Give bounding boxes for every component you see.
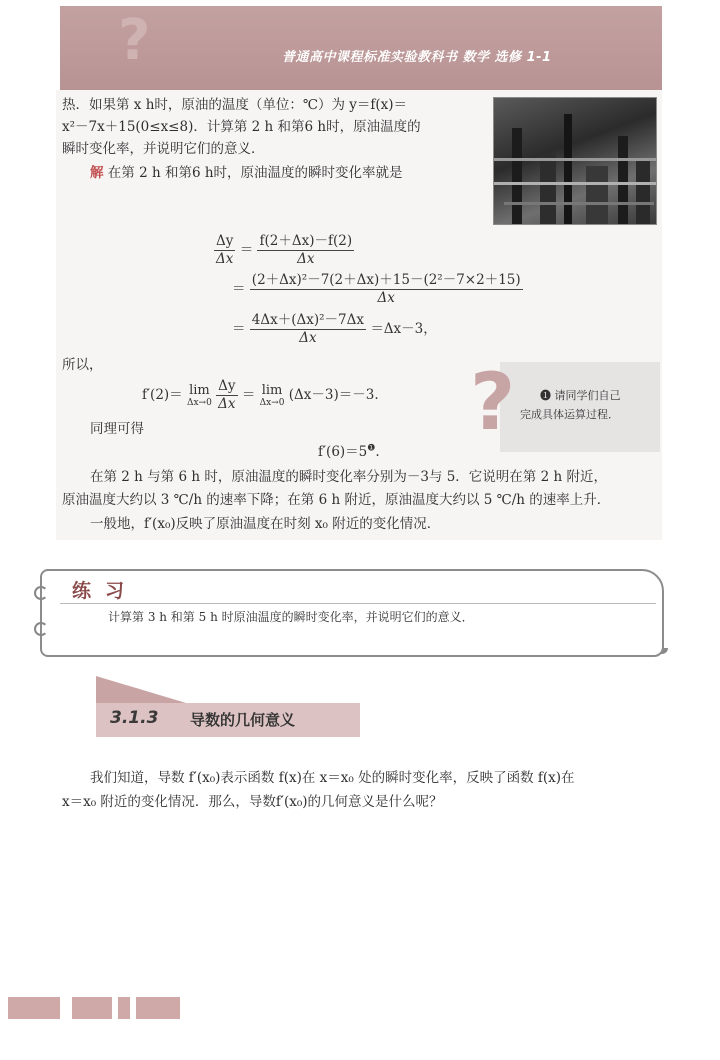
derivation-line-2: ＝ $\frac{\text{(2＋Δx)²－7(2＋Δx)＋15－(2²－7×2＋15)}}{\Delta x}$ <box>232 272 521 306</box>
footer-block <box>118 997 130 1019</box>
limit-expression <box>142 378 379 413</box>
limit-ratio-den: Δx <box>218 396 236 412</box>
expanded-quotient <box>250 272 523 307</box>
footer-block <box>72 997 112 1019</box>
exercise-divider <box>60 603 656 604</box>
delta-y: Δy <box>216 233 234 249</box>
binder-ring-icon <box>34 586 48 600</box>
intro-line-1: 热．如果第 x h时，原油的温度（单位：℃）为 y＝f(x)＝ <box>62 97 408 113</box>
solution-line <box>90 162 403 184</box>
section-line-2: x＝x₀ 附近的变化情况．那么，导数f′(x₀)的几何意义是什么呢？ <box>62 794 443 810</box>
simplified-numerator: 4Δx＋(Δx)²－7Δx <box>251 312 365 328</box>
solution-mark: 解 <box>90 165 104 181</box>
f6-result <box>318 440 380 460</box>
simplified-result: ＝Δx－3， <box>370 321 437 337</box>
simplified-denominator: Δx <box>299 330 317 346</box>
simplified-quotient <box>250 312 366 347</box>
question-mark-icon: ? <box>470 358 516 448</box>
difference-quotient <box>257 233 354 268</box>
derivation-line-1: $\frac{\Delta y}{\Delta x}$ ＝ $\frac{f(2+\Delta x)-f(2)}{\Delta x}$ <box>216 233 353 267</box>
limit-ratio <box>216 378 237 413</box>
lim-word-2: lim <box>261 382 283 398</box>
limit-operator-1 <box>187 383 212 409</box>
dq-denominator: Δx <box>297 251 315 267</box>
lim-subscript-2: Δx→0 <box>259 397 285 408</box>
limit-operator-2 <box>260 383 285 409</box>
refinery-photo <box>493 97 657 225</box>
side-note-line-2: 完成具体运算过程． <box>520 408 619 421</box>
limit-equals: ＝ <box>241 387 256 403</box>
f6-value: f′(6)＝5 <box>318 444 368 460</box>
conclusion-line-3: 一般地，f′(x₀)反映了原油温度在时刻 x₀ 附近的变化情况． <box>90 516 441 532</box>
exercise-text: 计算第 3 h 和第 5 h 时原油温度的瞬时变化率，并说明它们的意义． <box>108 610 474 624</box>
section-number: 3.1.3 <box>110 708 159 728</box>
expanded-numerator: (2＋Δx)²－7(2＋Δx)＋15－(2²－7×2＋15) <box>251 272 521 288</box>
footer-block <box>136 997 180 1019</box>
conclusion-line-2: 原油温度大约以 3 ℃/h 的速率下降；在第 6 h 附近，原油温度大约以 5 ℃/h 的速率上升． <box>62 492 611 508</box>
similarly-label: 同理可得 <box>90 421 144 437</box>
header-watermark-glyph: ? <box>118 8 151 73</box>
derivation-line-3: ＝ $\frac{\text{4Δx＋(Δx)²－7Δx}}{\Delta x}$ ＝Δx－3， <box>232 312 437 346</box>
footer-block <box>8 997 60 1019</box>
dq-numerator: f(2＋Δx)－f(2) <box>259 233 353 249</box>
running-header: 普通高中课程标准实验教科书 数学 选修 1-1 <box>282 50 552 65</box>
intro-line-3: 瞬时变化率，并说明它们的意义． <box>62 141 265 157</box>
solution-text: 在第 2 h 和第6 h时，原油温度的瞬时变化率就是 <box>107 165 403 181</box>
delta-ratio <box>214 233 235 268</box>
limit-tail: (Δx－3)＝－3. <box>288 387 379 403</box>
delta-x: Δx <box>216 251 234 267</box>
exercise-title: 练习 <box>72 580 139 602</box>
expanded-denominator: Δx <box>377 290 395 306</box>
f6-end: . <box>375 444 380 460</box>
footnote-marker: ❶ <box>367 443 376 454</box>
section-line-1: 我们知道，导数 f′(x₀)表示函数 f(x)在 x＝x₀ 处的瞬时变化率，反映了函数 f(x)在 <box>90 770 575 786</box>
section-title: 导数的几何意义 <box>190 711 296 729</box>
binder-ring-icon <box>34 622 48 636</box>
lim-subscript: Δx→0 <box>186 397 212 408</box>
conclusion-line-1: 在第 2 h 与第 6 h 时，原油温度的瞬时变化率分别为－3与 5．它说明在第 2 h 附近， <box>90 469 607 485</box>
limit-ratio-num: Δy <box>218 378 236 394</box>
side-note-line-1: ❶ 请同学们自己 <box>540 389 621 402</box>
intro-line-2: x²－7x＋15(0≤x≤8)．计算第 2 h 和第6 h时，原油温度的 <box>62 119 421 135</box>
lim-word: lim <box>189 382 210 398</box>
limit-lhs: f′(2)＝ <box>142 387 183 403</box>
so-label: 所以， <box>62 357 103 373</box>
